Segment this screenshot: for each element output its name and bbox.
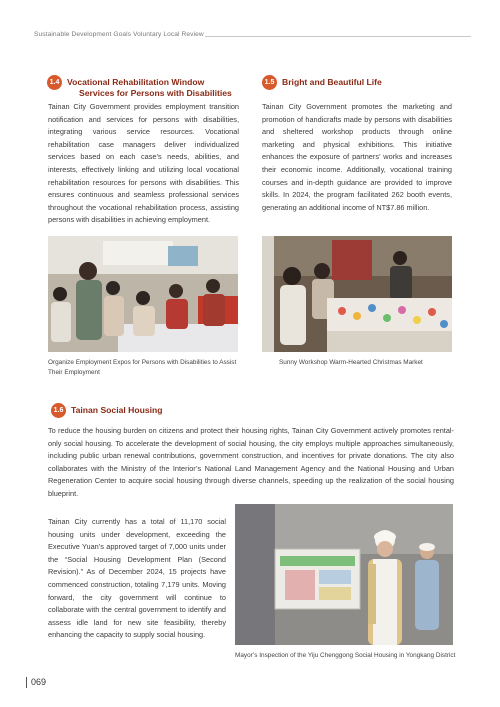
section-title-1-4-line2: Services for Persons with Disabilities [79, 88, 232, 98]
running-header: Sustainable Development Goals Voluntary Local Review [34, 31, 204, 38]
caption-social-housing-inspection: Mayor’s Inspection of the Yiju Chenggong Social Housing in Yongkang District [235, 652, 456, 659]
section-badge-1-4: 1.4 [47, 75, 62, 90]
section-title-1-6: Tainan Social Housing [71, 405, 163, 415]
section-title-1-4-line1: Vocational Rehabilitation Window [67, 77, 205, 87]
section-body-1-6: Tainan City currently has a total of 11,170 social housing units under development, exceeding the Executive Yuan’s approved target of 7,000 units under the “Social Housing Development Plan (Second Revision).” As of December 2024, 15 projects have commenced construction, totaling 7,179 units. Moving forward, the city government will continue to collaborate with the central government to identify and assess idle land for new site feasibility, thereby enhancing the capacity to supply social housing. [48, 517, 226, 640]
section-body-1-4: Tainan City Government provides employment transition notification and services for persons with disabilities, integrating various service resources. Vocational rehabilitation case managers deliver individualized services based on each case’s needs, abilities, and interests, effectively linking and utilizing local vocational rehabilitation resources for persons with disabilities. This ensures continuous and seamless professional services throughout the vocational rehabilitation process, assisting persons with disabilities in achieving employment. [48, 102, 239, 225]
section-intro-1-6: To reduce the housing burden on citizens and protect their housing rights, Tainan City Government actively promotes rental-only social housing. To accelerate the development of social housing, the city employs multiple approaches simultaneously, including public urban renewal contributions, government construction, and incentives for private donations. The city also collaborates with the Ministry of the Interior’s National Land Management Agency and the National Housing and Urban Regeneration Center to acquire social housing through diverse channels, speeding up the realization of the social housing blueprint. [48, 426, 454, 498]
section-body-1-5: Tainan City Government promotes the marketing and promotion of handicrafts made by persons with disabilities and sheltered workshop products through online marketing and physical exhibitions. This initiative enhances the exposure of partners’ works and increases their economic income. Additionally, vocational training courses and in-depth guidance are provided to improve skills. In 2024, the program facilitated 262 booth events, generating an additional income of NT$7.86 million. [262, 102, 452, 212]
header-rule [205, 36, 471, 37]
section-badge-1-6: 1.6 [51, 403, 66, 418]
photo-employment-expo [48, 236, 238, 352]
section-title-1-5: Bright and Beautiful Life [282, 77, 382, 87]
section-badge-1-5: 1.5 [262, 75, 277, 90]
caption-employment-expo: Organize Employment Expos for Persons with Disabilities to Assist Their Employment [48, 359, 237, 376]
photo-social-housing-inspection [235, 504, 453, 645]
photo-christmas-market [262, 236, 452, 352]
page-number: 069 [26, 677, 46, 688]
caption-christmas-market: Sunny Workshop Warm-Hearted Christmas Market [279, 359, 423, 366]
